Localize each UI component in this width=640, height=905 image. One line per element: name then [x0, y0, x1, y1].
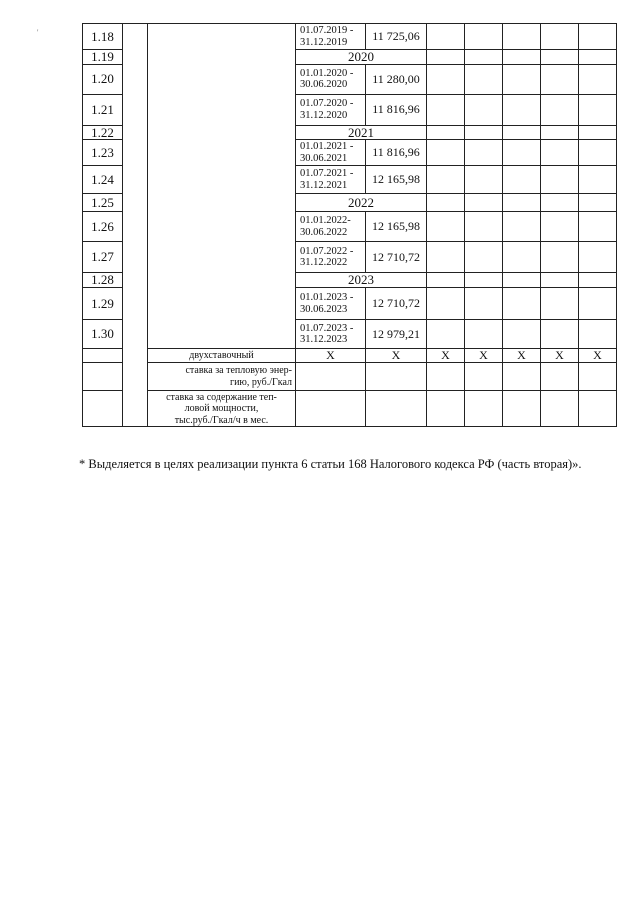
empty-cell: [579, 50, 617, 65]
empty-cell: [503, 212, 541, 242]
tariff-value: 11 725,06: [366, 24, 427, 50]
empty-cell: [541, 50, 579, 65]
empty-cell: [541, 24, 579, 50]
tariff-table: [82, 23, 617, 427]
cell-line: 01.01.2023 -: [300, 292, 354, 304]
empty-cell: [465, 140, 503, 166]
x-mark: X: [366, 349, 427, 363]
empty-cell: [503, 94, 541, 125]
empty-cell: [465, 194, 503, 212]
table-body: [83, 24, 617, 427]
period-cell: [296, 140, 366, 166]
empty-cell: [427, 242, 465, 273]
cell-line: 30.06.2021: [300, 152, 348, 164]
empty-cell: [541, 64, 579, 94]
cell-line: 31.12.2019: [300, 36, 348, 48]
empty-cell: [541, 288, 579, 320]
cell-line: гию, руб./Гкал: [229, 376, 292, 388]
empty-cell: [427, 50, 465, 65]
tariff-value: 11 816,96: [366, 140, 427, 166]
empty-cell: [465, 94, 503, 125]
empty-cell: [366, 363, 427, 391]
cell-line: тыс.руб./Гкал/ч в мес.: [174, 414, 269, 426]
table-row: [83, 363, 617, 391]
empty-cell: [427, 273, 465, 288]
period-cell: [296, 166, 366, 194]
empty-cell: [579, 212, 617, 242]
empty-cell: [427, 140, 465, 166]
empty-cell: [465, 212, 503, 242]
empty-cell: [465, 320, 503, 349]
table-row: [83, 391, 617, 427]
empty-cell: [503, 273, 541, 288]
cell-line: 01.07.2020 -: [300, 98, 354, 110]
cell-line: 01.07.2021 -: [300, 168, 354, 180]
table-row: [83, 349, 617, 363]
cell-line: 30.06.2023: [300, 303, 348, 315]
row-number: 1.19: [83, 50, 123, 65]
empty-cell: [123, 24, 148, 427]
footnote: * Выделяется в целях реализации пункта 6 статьи 168 Налогового кодекса РФ (часть вторая)».: [79, 457, 582, 471]
empty-cell: [503, 288, 541, 320]
row-number: 1.21: [83, 94, 123, 125]
period-cell: [296, 242, 366, 273]
period-cell: [296, 94, 366, 125]
table-row: [83, 24, 617, 50]
empty-cell: [148, 24, 296, 349]
empty-cell: [465, 242, 503, 273]
empty-cell: [579, 140, 617, 166]
stray-mark: ': [37, 28, 39, 37]
empty-cell: [503, 242, 541, 273]
row-number: 1.30: [83, 320, 123, 349]
empty-cell: [541, 391, 579, 427]
cell-line: 01.01.2022-: [300, 215, 351, 227]
empty-cell: [465, 391, 503, 427]
cell-line: 31.12.2023: [300, 334, 348, 346]
tariff-value: 11 280,00: [366, 64, 427, 94]
empty-cell: [541, 194, 579, 212]
capacity-rate-label: [148, 391, 296, 427]
empty-cell: [503, 320, 541, 349]
empty-cell: [465, 125, 503, 140]
empty-cell: [503, 64, 541, 94]
empty-cell: [541, 320, 579, 349]
empty-cell: [465, 50, 503, 65]
row-number: 1.18: [83, 24, 123, 50]
empty-cell: [366, 391, 427, 427]
tariff-value: 11 816,96: [366, 94, 427, 125]
empty-cell: [579, 363, 617, 391]
x-mark: X: [296, 349, 366, 363]
x-mark: X: [427, 349, 465, 363]
period-cell: [296, 212, 366, 242]
empty-cell: [579, 125, 617, 140]
empty-cell: [427, 288, 465, 320]
empty-cell: [579, 94, 617, 125]
empty-cell: [427, 320, 465, 349]
empty-cell: [427, 94, 465, 125]
tariff-value: 12 165,98: [366, 166, 427, 194]
empty-cell: [579, 166, 617, 194]
empty-cell: [427, 194, 465, 212]
year-cell: 2020: [296, 50, 427, 65]
x-mark: X: [541, 349, 579, 363]
empty-cell: [427, 391, 465, 427]
year-cell: 2022: [296, 194, 427, 212]
empty-cell: [579, 273, 617, 288]
empty-cell: [465, 363, 503, 391]
cell-line: 31.12.2021: [300, 179, 348, 191]
empty-cell: [541, 125, 579, 140]
period-cell: [296, 64, 366, 94]
row-number: 1.25: [83, 194, 123, 212]
cell-line: ловой мощности,: [184, 403, 259, 415]
empty-cell: [503, 140, 541, 166]
empty-cell: [427, 166, 465, 194]
empty-cell: [427, 363, 465, 391]
empty-cell: [579, 64, 617, 94]
tariff-value: 12 165,98: [366, 212, 427, 242]
tariff-value: 12 710,72: [366, 288, 427, 320]
cell-line: 01.07.2023 -: [300, 322, 354, 334]
cell-line: 31.12.2020: [300, 109, 348, 121]
empty-cell: [465, 24, 503, 50]
empty-cell: [427, 24, 465, 50]
empty-cell: [296, 391, 366, 427]
empty-cell: [541, 94, 579, 125]
empty-cell: [427, 64, 465, 94]
cell-line: 01.07.2019 -: [300, 24, 354, 36]
cell-line: 01.01.2020 -: [300, 67, 354, 79]
cell-line: 31.12.2022: [300, 257, 348, 269]
cell-line: ставка за содержание теп-: [166, 391, 277, 403]
empty-cell: [579, 288, 617, 320]
empty-cell: [465, 64, 503, 94]
empty-cell: [579, 194, 617, 212]
empty-cell: [541, 140, 579, 166]
period-cell: [296, 24, 366, 50]
cell-line: 30.06.2022: [300, 226, 348, 238]
row-number: 1.29: [83, 288, 123, 320]
empty-cell: [579, 320, 617, 349]
row-number: 1.28: [83, 273, 123, 288]
cell-line: ставка за тепловую энер-: [185, 365, 292, 377]
period-cell: [296, 288, 366, 320]
empty-cell: [503, 391, 541, 427]
year-cell: 2021: [296, 125, 427, 140]
empty-cell: [541, 273, 579, 288]
empty-cell: [465, 166, 503, 194]
empty-cell: [503, 194, 541, 212]
empty-cell: [296, 363, 366, 391]
empty-cell: [579, 391, 617, 427]
x-mark: X: [465, 349, 503, 363]
tariff-value: 12 710,72: [366, 242, 427, 273]
empty-cell: [427, 125, 465, 140]
row-number: 1.26: [83, 212, 123, 242]
x-mark: X: [503, 349, 541, 363]
cell-line: 01.01.2021 -: [300, 141, 354, 153]
row-number: 1.20: [83, 64, 123, 94]
empty-cell: [541, 166, 579, 194]
empty-cell: [579, 242, 617, 273]
energy-rate-label: [148, 363, 296, 391]
empty-cell: [503, 166, 541, 194]
empty-cell: [83, 363, 123, 391]
cell-line: 30.06.2020: [300, 79, 348, 91]
empty-cell: [579, 24, 617, 50]
empty-cell: [83, 349, 123, 363]
empty-cell: [541, 363, 579, 391]
row-number: 1.22: [83, 125, 123, 140]
empty-cell: [465, 288, 503, 320]
cell-line: 01.07.2022 -: [300, 245, 354, 257]
two-part-label: двухставочный: [148, 349, 296, 363]
empty-cell: [541, 212, 579, 242]
row-number: 1.27: [83, 242, 123, 273]
empty-cell: [503, 125, 541, 140]
x-mark: X: [579, 349, 617, 363]
empty-cell: [541, 242, 579, 273]
empty-cell: [83, 391, 123, 427]
empty-cell: [427, 212, 465, 242]
empty-cell: [465, 273, 503, 288]
empty-cell: [503, 363, 541, 391]
empty-cell: [503, 50, 541, 65]
row-number: 1.24: [83, 166, 123, 194]
empty-cell: [503, 24, 541, 50]
year-cell: 2023: [296, 273, 427, 288]
tariff-value: 12 979,21: [366, 320, 427, 349]
period-cell: [296, 320, 366, 349]
row-number: 1.23: [83, 140, 123, 166]
